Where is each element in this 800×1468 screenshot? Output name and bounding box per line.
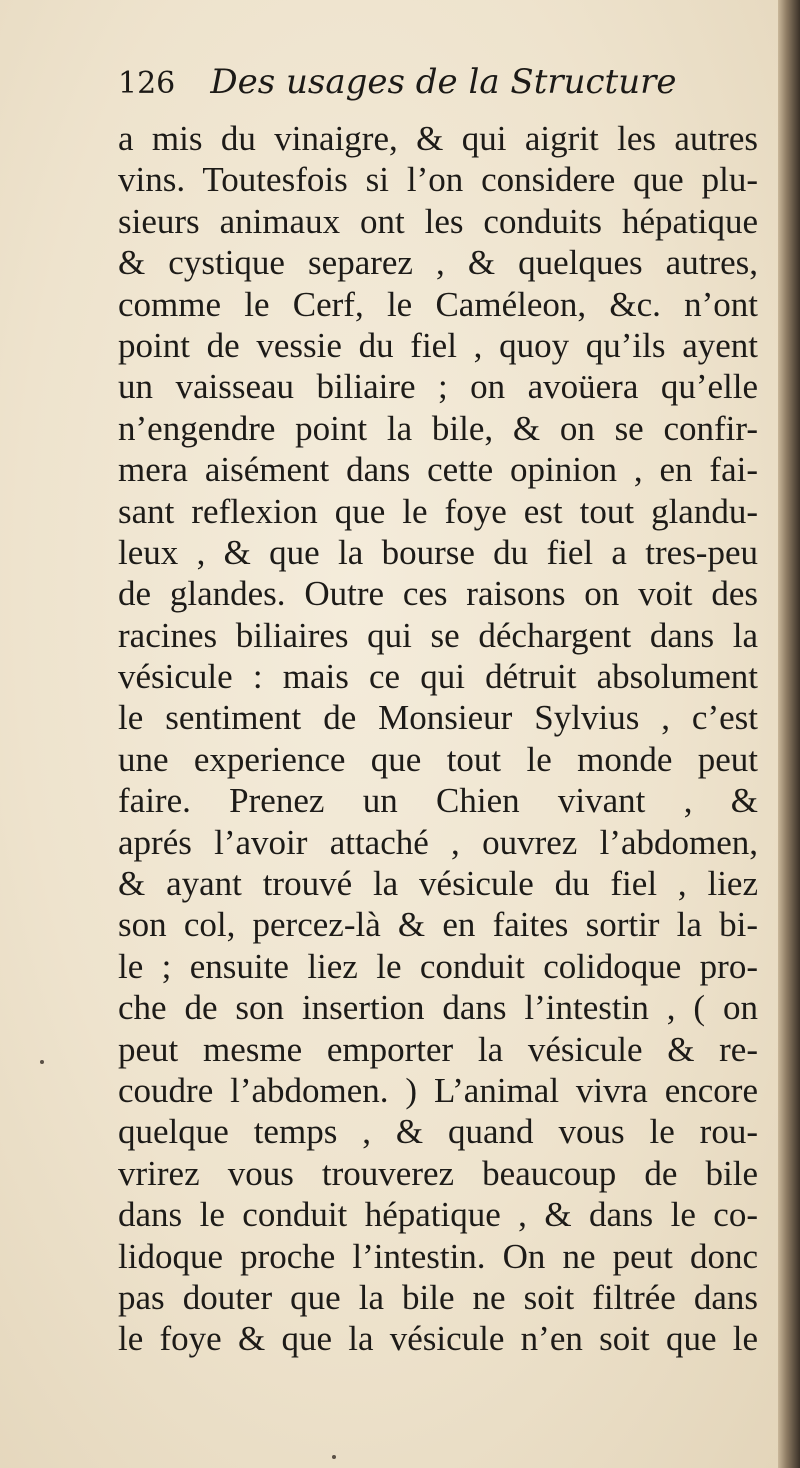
page-edge-shadow [778, 0, 800, 1468]
text-line: peut mesme emporter la vésicule & re- [118, 1029, 758, 1069]
text-line: & cystique separez , & quelques autres, [118, 243, 758, 283]
text-line: vésicule : mais ce qui détruit absolument [118, 657, 758, 697]
text-line: quelque temps , & quand vous le rou- [118, 1112, 758, 1152]
text-line: aprés l’avoir attaché , ouvrez l’abdomen, [118, 822, 758, 862]
text-line: sant reflexion que le foye est tout glandu- [118, 491, 758, 531]
text-line: le foye & que la vésicule n’en soit que le [118, 1319, 758, 1359]
text-line: & ayant trouvé la vésicule du fiel , liez [118, 864, 758, 904]
text-line: faire. Prenez un Chien vivant , & [118, 781, 758, 821]
text-line: n’engendre point la bile, & on se confir- [118, 408, 758, 448]
text-line: le ; ensuite liez le conduit colidoque pro- [118, 946, 758, 986]
text-line: un vaisseau biliaire ; on avoüera qu’elle [118, 367, 758, 407]
text-line: le sentiment de Monsieur Sylvius , c’est [118, 698, 758, 738]
text-line: mera aisément dans cette opinion , en fai- [118, 450, 758, 490]
text-line: une experience que tout le monde peut [118, 739, 758, 779]
ink-speck [40, 1060, 44, 1064]
running-head [118, 62, 718, 112]
text-line: son col, percez-là & en faites sortir la bi- [118, 905, 758, 945]
text-line: coudre l’abdomen. ) L’animal vivra encore [118, 1070, 758, 1110]
body-text [118, 118, 758, 1360]
text-line: vins. Toutesfois si l’on considere que plu- [118, 160, 758, 200]
running-head-title: Des usages de la Structure [210, 62, 677, 102]
text-line: sieurs animaux ont les conduits hépatique [118, 201, 758, 241]
ink-speck [332, 1455, 336, 1459]
text-line: dans le conduit hépatique , & dans le co- [118, 1195, 758, 1235]
text-line: point de vessie du fiel , quoy qu’ils ayent [118, 325, 758, 365]
text-line: lidoque proche l’intestin. On ne peut donc [118, 1236, 758, 1276]
text-line: racines biliaires qui se déchargent dans la [118, 615, 758, 655]
text-line: che de son insertion dans l’intestin , ( on [118, 988, 758, 1028]
text-line: de glandes. Outre ces raisons on voit des [118, 574, 758, 614]
text-line: a mis du vinaigre, & qui aigrit les autres [118, 119, 758, 158]
text-line: pas douter que la bile ne soit filtrée dans [118, 1277, 758, 1317]
page-number: 126 [118, 66, 176, 101]
text-line: leux , & que la bourse du fiel a tres-peu [118, 532, 758, 572]
text-line: vrirez vous trouverez beaucoup de bile [118, 1153, 758, 1193]
text-line: comme le Cerf, le Caméleon, &c. n’ont [118, 284, 758, 324]
